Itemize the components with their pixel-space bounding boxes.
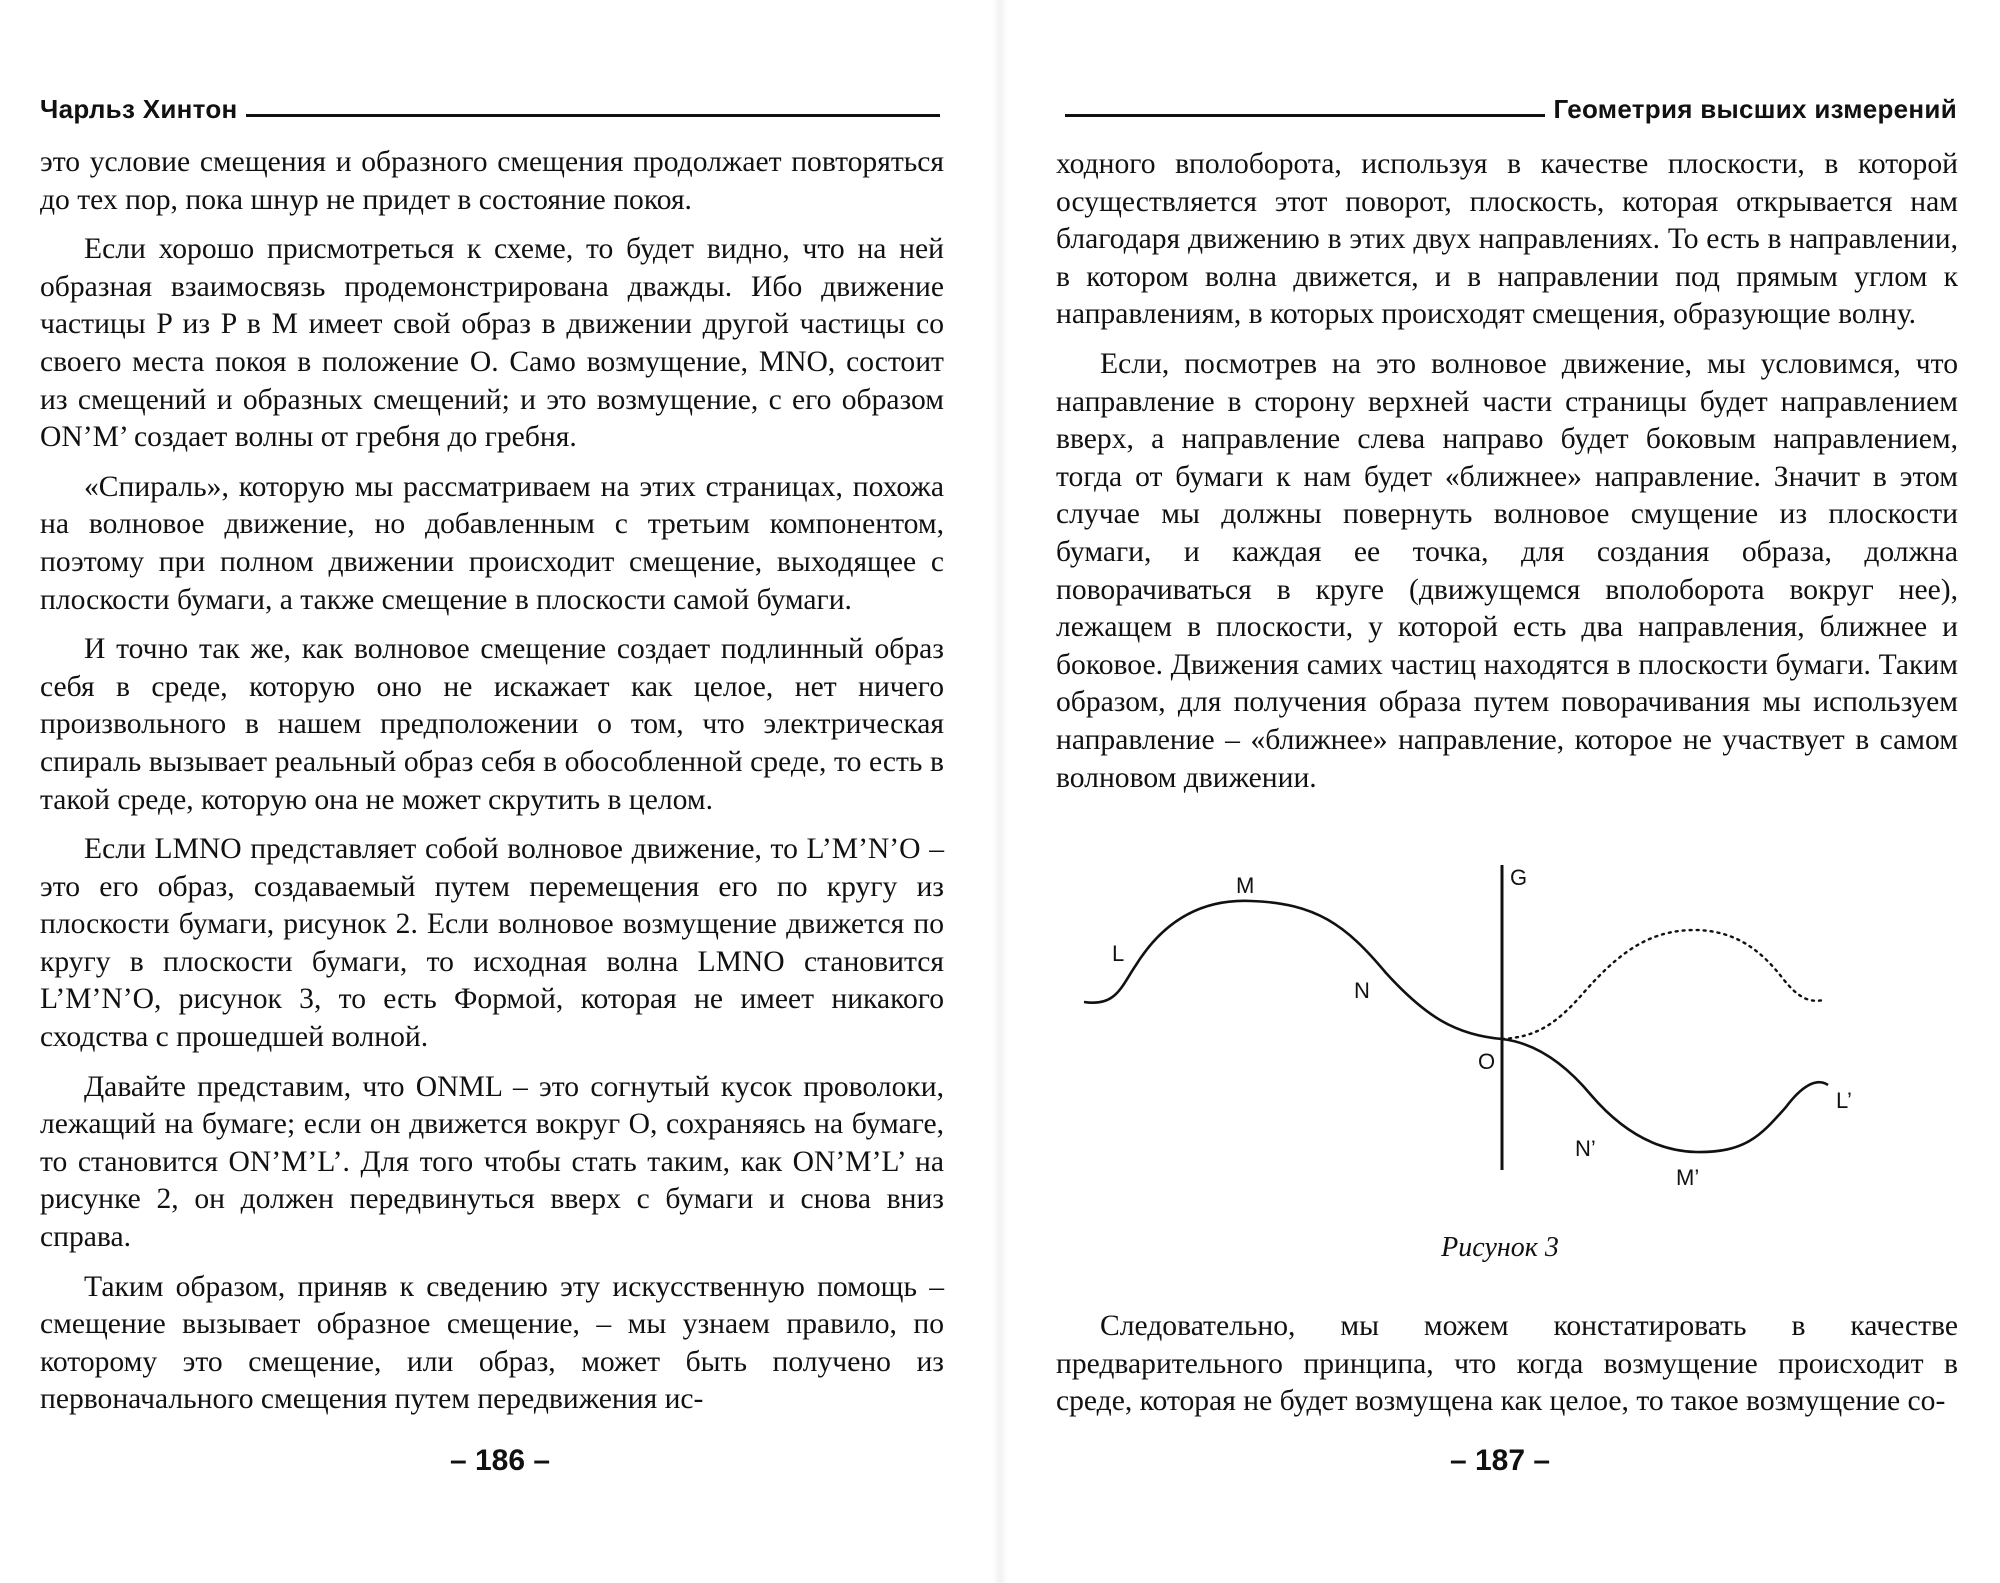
header-rule bbox=[1065, 114, 1545, 117]
header-title: Геометрия высших измерений bbox=[1553, 94, 1957, 124]
paragraph: Если хорошо присмотреться к схеме, то будет видно, что на ней образная взаимосвязь продемонстрирована дважды. Ибо движение частицы P из P в M имеет свой образ в движении другой частицы со своего места покоя в положение О. Само возмущение, MNO, состоит из смещений и образных смещений; и это возмущение, с его образом ON’M’ создает волны от гребня до гребня. bbox=[40, 233, 944, 454]
paragraph: это условие смещения и образного смещения продолжает повторяться до тех пор, пока шнур не придет в состояние покоя. bbox=[40, 146, 944, 216]
wave-lmno-curve bbox=[1084, 901, 1502, 1039]
right-body-text-after bbox=[1056, 1308, 1958, 1433]
label-l-prime: L’ bbox=[1836, 1088, 1852, 1113]
header-author: Чарльз Хинтон bbox=[40, 94, 238, 124]
label-n: N bbox=[1354, 978, 1370, 1003]
page-number-right: – 187 – bbox=[1449, 1444, 1551, 1477]
paragraph: И точно так же, как волновое смещение создает подлинный образ себя в среде, которую оно не искажает как целое, нет ничего произвольного в нашем предположении о том, что электрическая спираль вызывает реальный образ себя в обособленной среде, то есть в такой среде, которую она не может скрутить в целом. bbox=[40, 633, 944, 816]
label-m-prime: M’ bbox=[1676, 1165, 1700, 1190]
label-m: M bbox=[1236, 873, 1255, 898]
right-body-text bbox=[1056, 146, 1958, 809]
figure-3-wave-diagram bbox=[1056, 855, 1956, 1200]
paragraph: Если LMNO представляет собой волновое движение, то L’M’N’O – это его образ, создаваемый путем перемещения его по кругу из плоскости бумаги, рисунок 2. Если волновое возмущение движется по кругу в плоскости бумаги, то исходная волна LMNO становится L’M’N’O, рисунок 3, то есть Формой, которая не имеет никакого сходства с прошедшей волной. bbox=[40, 833, 944, 1054]
paragraph: Если, посмотрев на это волновое движение, мы условимся, что направление в сторону верхней части страницы будет направлением вверх, а направление слева направо будет боковым направлением, тогда от бумаги к нам будет «ближнее» направление. Значит в этом случае мы должны повернуть волновое смущение из плоскости бумаги, и каждая ее точка, для создания образа, должна поворачиваться в круге (движущемся вполоборота вокруг нее), лежащем в плоскости, у которой есть два направления, ближнее и боковое. Движения самих частиц находятся в плоскости бумаги. Таким образом, для получения образа путем поворачивания мы используем направление – «ближнее» направление, которое не участвует в самом волновом движении. bbox=[1056, 347, 1958, 794]
label-o: O bbox=[1478, 1049, 1496, 1074]
paragraph: ходного вполоборота, используя в качестве плоскости, в которой осуществляется этот поворот, плоскость, которая открывается нам благодаря движению в этих двух направлениях. То есть в направлении, в котором волна движется, и в направлении под прямым углом к направлениям, в которых происходят смещения, образующие волну. bbox=[1056, 148, 1958, 331]
right-page bbox=[1000, 0, 2000, 1583]
page-number-left: – 186 – bbox=[449, 1444, 551, 1477]
wave-diagram-svg bbox=[1056, 855, 1956, 1200]
running-header-right bbox=[1057, 94, 1957, 125]
paragraph: «Спираль», которую мы рассматриваем на этих страницах, похожа на волновое движение, но добавленным с третьим компонентом, поэтому при полном движении происходит смещение, выходящее с плоскости бумаги, а также смещение в плоскости самой бумаги. bbox=[40, 470, 944, 616]
label-l: L bbox=[1112, 941, 1125, 966]
wave-dotted-curve bbox=[1502, 930, 1824, 1039]
figure-caption: Рисунок 3 bbox=[1441, 1232, 1559, 1263]
paragraph: Таким образом, приняв к сведению эту искусственную помощь – смещение вызывает образное смещение, – мы узнаем правило, по которому это смещение, или образ, может быть получено из первоначального смещения путем передвижения ис- bbox=[40, 1270, 944, 1416]
paragraph: Давайте представим, что ONML – это согнутый кусок проволоки, лежащий на бумаге; если он движется вокруг О, сохраняясь на бумаге, то становится ON’M’L’. Для того чтобы стать таким, как ON’M’L’ на рисунке 2, он должен передвинуться вверх с бумаги и снова вниз справа. bbox=[40, 1070, 944, 1254]
wave-image-curve bbox=[1502, 1039, 1828, 1152]
label-g: G bbox=[1510, 865, 1528, 890]
running-header-left bbox=[40, 94, 948, 125]
header-rule bbox=[246, 114, 940, 117]
label-n-prime: N’ bbox=[1575, 1136, 1596, 1161]
left-body-text bbox=[40, 144, 944, 1431]
paragraph: Следовательно, мы можем констатировать в качестве предварительного принципа, что когда возмущение происходит в среде, которая не будет возмущена как целое, то такое возмущение со- bbox=[1056, 1310, 1958, 1418]
